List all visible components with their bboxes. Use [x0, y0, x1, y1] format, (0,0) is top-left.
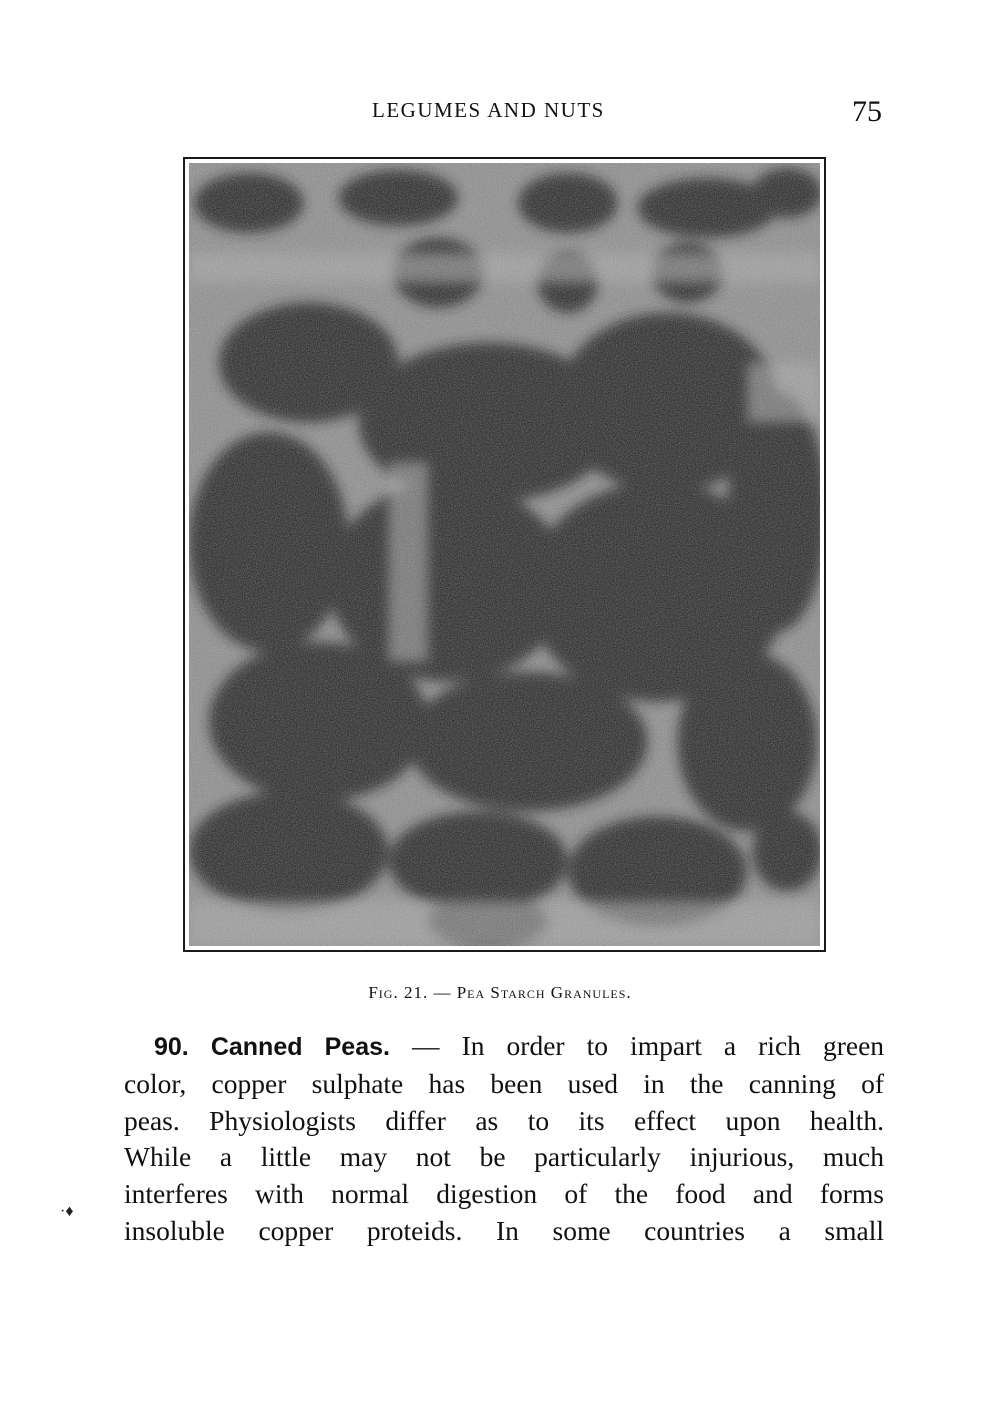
paragraph-line: interferes with normal digestion of the food and forms: [124, 1178, 884, 1210]
pea-starch-micrograph: [189, 163, 820, 946]
line-text: — In order to impart a rich green: [412, 1030, 885, 1061]
running-head: LEGUMES AND NUTS: [372, 98, 605, 122]
paragraph-line: peas. Physiologists differ as to its effect upon health.: [124, 1104, 884, 1136]
section-paragraph: [124, 1028, 884, 1250]
paragraph-line: While a little may not be particularly injurious, much: [124, 1141, 884, 1173]
figure-frame: [183, 157, 826, 952]
paragraph-line: color, copper sulphate has been used in the canning of: [124, 1067, 884, 1099]
figure-caption: Fig. 21. — Pea Starch Granules.: [368, 983, 632, 1002]
page-number: 75: [852, 95, 882, 128]
margin-ink-mark: ·♦: [60, 1203, 74, 1220]
section-title: Canned Peas.: [210, 1033, 390, 1061]
paragraph-line: insoluble copper proteids. In some countries a small: [124, 1214, 884, 1246]
paragraph-line: [124, 1028, 884, 1066]
section-number: 90.: [154, 1033, 189, 1061]
